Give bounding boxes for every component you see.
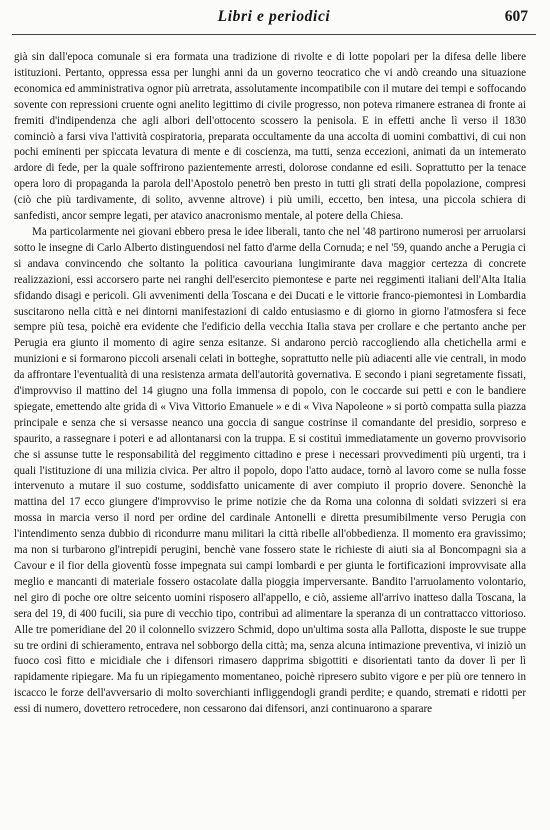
paragraph: Ma particolarmente nei giovani ebbero presa le idee liberali, tanto che nel '48 partirono numerosi per arruolarsi sotto le insegne di Carlo Alberto distinguendosi nel fatto d'arme della Cornuda; e nel '59, quando anche a Perugia ci si andava convincendo che soltanto la politica cavouriana lungimirante dava maggior certezza di concrete realizzazioni, essi accorsero parte nei ranghi dell'esercito piemontese e parte nei reggimenti italiani dell'Alta Italia sfidando disagi e pericoli. Gli avvenimenti della Toscana e dei Ducati e le vittorie franco-piemontesi in Lombardia suscitarono nella città e nei dintorni manifestazioni di caldo entusiasmo e di giorno in giorno l'atmosfera si fece sempre più tesa, poichè era evidente che l'edificio della vecchia Italia stava per crollare e che pertanto anche per Perugia era giunto il momento di agire senza esitanze. Si andarono perciò raccogliendo alla chetichella armi e munizioni e si formarono piccoli arsenali celati in botteghe, soprattutto nelle più adiacenti alle vie centrali, in modo da affrontare l'eventualità di una resistenza armata dell'autorità governativa. E secondo i piani segretamente fissati, d'improvviso il mattino del 14 giugno una folla immensa di popolo, con le coccarde sui petti e con le bandiere spiegate, emettendo alte grida di « Viva Vittorio Emanuele » e di « Viva Napoleone » si portò compatta sulla piazza principale e senza che si versasse neanco una goccia di sangue costrinse il comandante del presidio, sorpreso e spaurito, a rassegnare i poteri e ad allontanarsi con la truppa. E si costituì immediatamente un governo provvisorio che si assunse tutte le responsabilità del reggimento cittadino e prese i necessari provvedimenti più urgenti, tra i quali l'istituzione di una milizia civica. Per altro il popolo, dopo l'atto audace, tornò al lavoro come se nulla fosse intervenuto a mutare il suo costume, soddisfatto unicamente di aver compiuto il proprio dovere. Senonchè la mattina del 17 ecco giungere d'improvviso le prime notizie che da Roma una colonna di soldati svizzeri si era mossa in marcia verso il nord per ordine del cardinale Antonelli e diretta presumibilmente verso Perugia con l'intendimento senza dubbio di ricondurre manu militari la città ribelle all'obbedienza. Il momento era gravissimo; ma non si turbarono gl'intrepidi perugini, benchè vane fossero state le richieste di aiuti sia al Boncompagni sia a Cavour e il fior della gioventù fosse impegnata sui campi lombardi e per giunta le fortificazioni improvvisate alla meglio e mancanti di materiale fossero ostacolate dalla pioggia imperversante. Bandito l'arruolamento volontario, nel giro di poche ore oltre seicento uomini risposero all'appello, e ciò, assieme all'arrivo inatteso dalla Toscana, la sera del 19, di 400 fucili, sia pure di vecchio tipo, contribuì ad alimentare la speranza di un contrattacco vittorioso. Alle tre pomeridiane del 20 il colonnello svizzero Schmid, dopo un'ultima sosta alla Pallotta, disposte le sue truppe su tre ordini di schieramento, entrava nel sobborgo della città; ma, senza alcuna intimazione preventiva, vi iniziò un fuoco così fitto e micidiale che i difensori rimasero dapprima sbigottiti e disorientati tanto da dover lì per lì rapidamente ripiegare. Ma fu un ripiegamento momentaneo, poichè ripresero subito vigore e per più ore tennero in iscacco le forze dell'avversario di molto soverchianti infliggendogli grandi perdite; e quando, stremati e ridotti per essi di numero, dovettero retrocedere, non cessarono dai difensori, anzi continuarono a sparare bbox=[14, 225, 526, 716]
running-head bbox=[20, 8, 528, 30]
running-title: Libri e periodici bbox=[217, 8, 331, 25]
page-number: 607 bbox=[504, 8, 528, 25]
paragraph: già sin dall'epoca comunale si era formata una tradizione di rivolte e di lotte popolari per la difesa delle libere istituzioni. Pertanto, oppressa essa per lunghi anni da un governo teocratico che vi andò creando una situazione economica ed amministrativa ognor più arretrata, assolutamente incompatibile con il mutare dei tempi e soffocando sovente con repressioni cruente ogni anelito legittimo di civile progresso, non poteva rimanere estranea di fronte ai fremiti d'indipendenza che agli albori dell'ottocento scossero la penisola. E in effetti anche lì verso il 1830 cominciò a farsi viva l'attività cospiratoria, preparata occultamente da una accolta di uomini combattivi, di cui non pochi eminenti per spiccata levatura di mente e di coscienza, ma tutti, senza eccezioni, animati da un intemerato ardore di fede, per la quale soffrirono pazientemente arresti, dolorose condanne ed esili. Soprattutto per la tenace opera loro di propaganda la parola dell'Apostolo penetrò ben presto in tutti gli strati della popolazione, compresi (ciò che più tardivamente, di solito, avvenne altrove) i più umili, eccetto, ben intesa, una piccola schiera di sanfedisti, ancor sempre legati, per atavico anacronismo mentale, al potere della Chiesa. bbox=[14, 51, 526, 223]
header-rule bbox=[12, 34, 536, 35]
body-text bbox=[14, 50, 526, 718]
